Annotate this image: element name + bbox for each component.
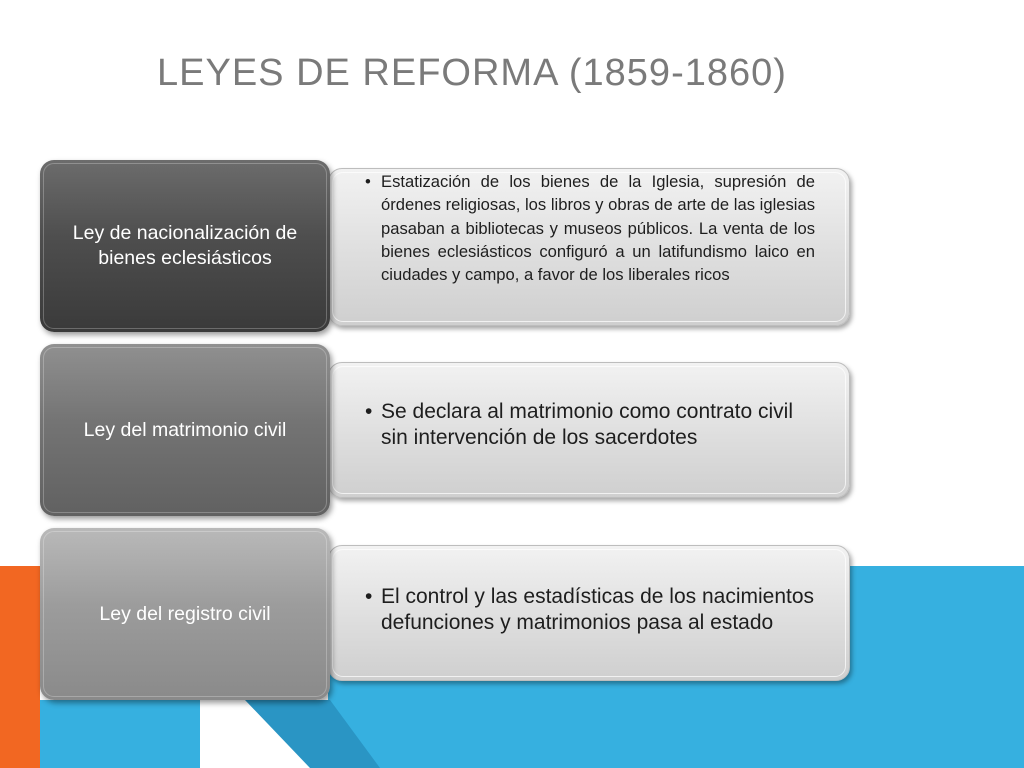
detail-text: El control y las estadísticas de los nacimientos defunciones y matrimonios pasa al estado: [381, 585, 815, 634]
label-box-registro: [40, 528, 330, 700]
bullet-item: [365, 584, 815, 636]
bullet-mark: •: [365, 400, 373, 423]
detail-content: [365, 170, 815, 325]
bullet-mark: •: [365, 172, 371, 191]
detail-box-matrimonio: [328, 362, 850, 498]
orange-band: [0, 566, 40, 768]
detail-box-registro: [328, 545, 850, 681]
bullet-mark: •: [365, 585, 373, 608]
detail-text: Se declara al matrimonio como contrato civil sin intervención de los sacerdotes: [381, 400, 794, 449]
bullet-item: [365, 399, 815, 451]
law-label: Ley del matrimonio civil: [83, 418, 287, 441]
detail-content: [365, 363, 815, 497]
law-label: Ley de nacionalización de bienes eclesiásticos: [72, 222, 298, 269]
detail-content: [365, 546, 815, 680]
detail-text: Estatización de los bienes de la Iglesia, supresión de órdenes religiosas, los libros y obras de arte de las iglesias pasaban a bibliotecas y museos públicos. La venta de los bienes eclesiásticos configuró a un latifundismo laico en ciudades y campo, a favor de los liberales ricos: [381, 172, 815, 285]
bullet-item: [365, 170, 815, 286]
slide-title: LEYES DE REFORMA (1859-1860): [157, 52, 787, 94]
detail-box-nacionalizacion: [328, 168, 850, 326]
label-box-matrimonio: [40, 344, 330, 516]
label-box-nacionalizacion: [40, 160, 330, 332]
blue-band-left: [40, 700, 200, 768]
law-label: Ley del registro civil: [99, 602, 271, 625]
